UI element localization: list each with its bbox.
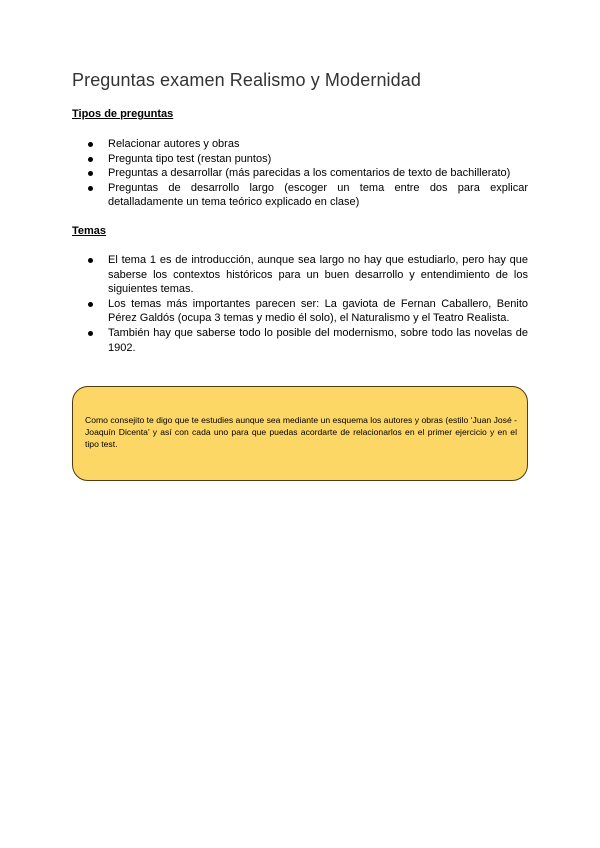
- bullet-icon: [88, 157, 93, 162]
- list-item-text: Preguntas a desarrollar (más parecidas a los comentarios de texto de bachillerato): [108, 167, 511, 180]
- bullet-icon: [88, 142, 93, 147]
- list-item-text: El tema 1 es de introducción, aunque sea largo no hay que estudiarlo, pero hay que saberse los contextos históricos para un buen desarrollo y entendimiento de los siguientes temas.: [108, 254, 528, 296]
- bullet-icon: [88, 331, 93, 336]
- advice-note-box: [72, 386, 528, 481]
- question-types-list: [72, 137, 528, 210]
- list-item: [72, 152, 528, 167]
- list-item: [72, 181, 528, 210]
- section-heading-temas: Temas: [72, 225, 107, 237]
- list-item: [72, 326, 528, 355]
- advice-note-text: Como consejito te digo que te estudies aunque sea mediante un esquema los autores y obras (estilo ‘Juan José - Joaquín Dicenta’ y así con cada uno para que puedas acordarte de relacionarlos en el primer ejercicio y en el tipo test.: [85, 415, 517, 450]
- list-item: [72, 297, 528, 326]
- bullet-icon: [88, 171, 93, 176]
- list-item-text: Pregunta tipo test (restan puntos): [108, 152, 272, 165]
- bullet-icon: [88, 186, 93, 191]
- topics-list: [72, 253, 528, 355]
- document-title: Preguntas examen Realismo y Modernidad: [72, 70, 421, 90]
- list-item-text: También hay que saberse todo lo posible del modernismo, sobre todo las novelas de 1902.: [108, 326, 528, 354]
- bullet-icon: [88, 258, 93, 263]
- list-item: [72, 166, 528, 181]
- list-item-text: Los temas más importantes parecen ser: La gaviota de Fernan Caballero, Benito Pérez Galdós (ocupa 3 temas y medio él solo), el Naturalismo y el Teatro Realista.: [108, 297, 528, 325]
- list-item: [72, 253, 528, 297]
- list-item: [72, 137, 528, 152]
- bullet-icon: [88, 302, 93, 307]
- list-item-text: Preguntas de desarrollo largo (escoger un tema entre dos para explicar detalladamente un tema teórico explicado en clase): [108, 181, 528, 209]
- list-item-text: Relacionar autores y obras: [108, 138, 240, 150]
- section-heading-tipos-de-preguntas: Tipos de preguntas: [72, 108, 174, 120]
